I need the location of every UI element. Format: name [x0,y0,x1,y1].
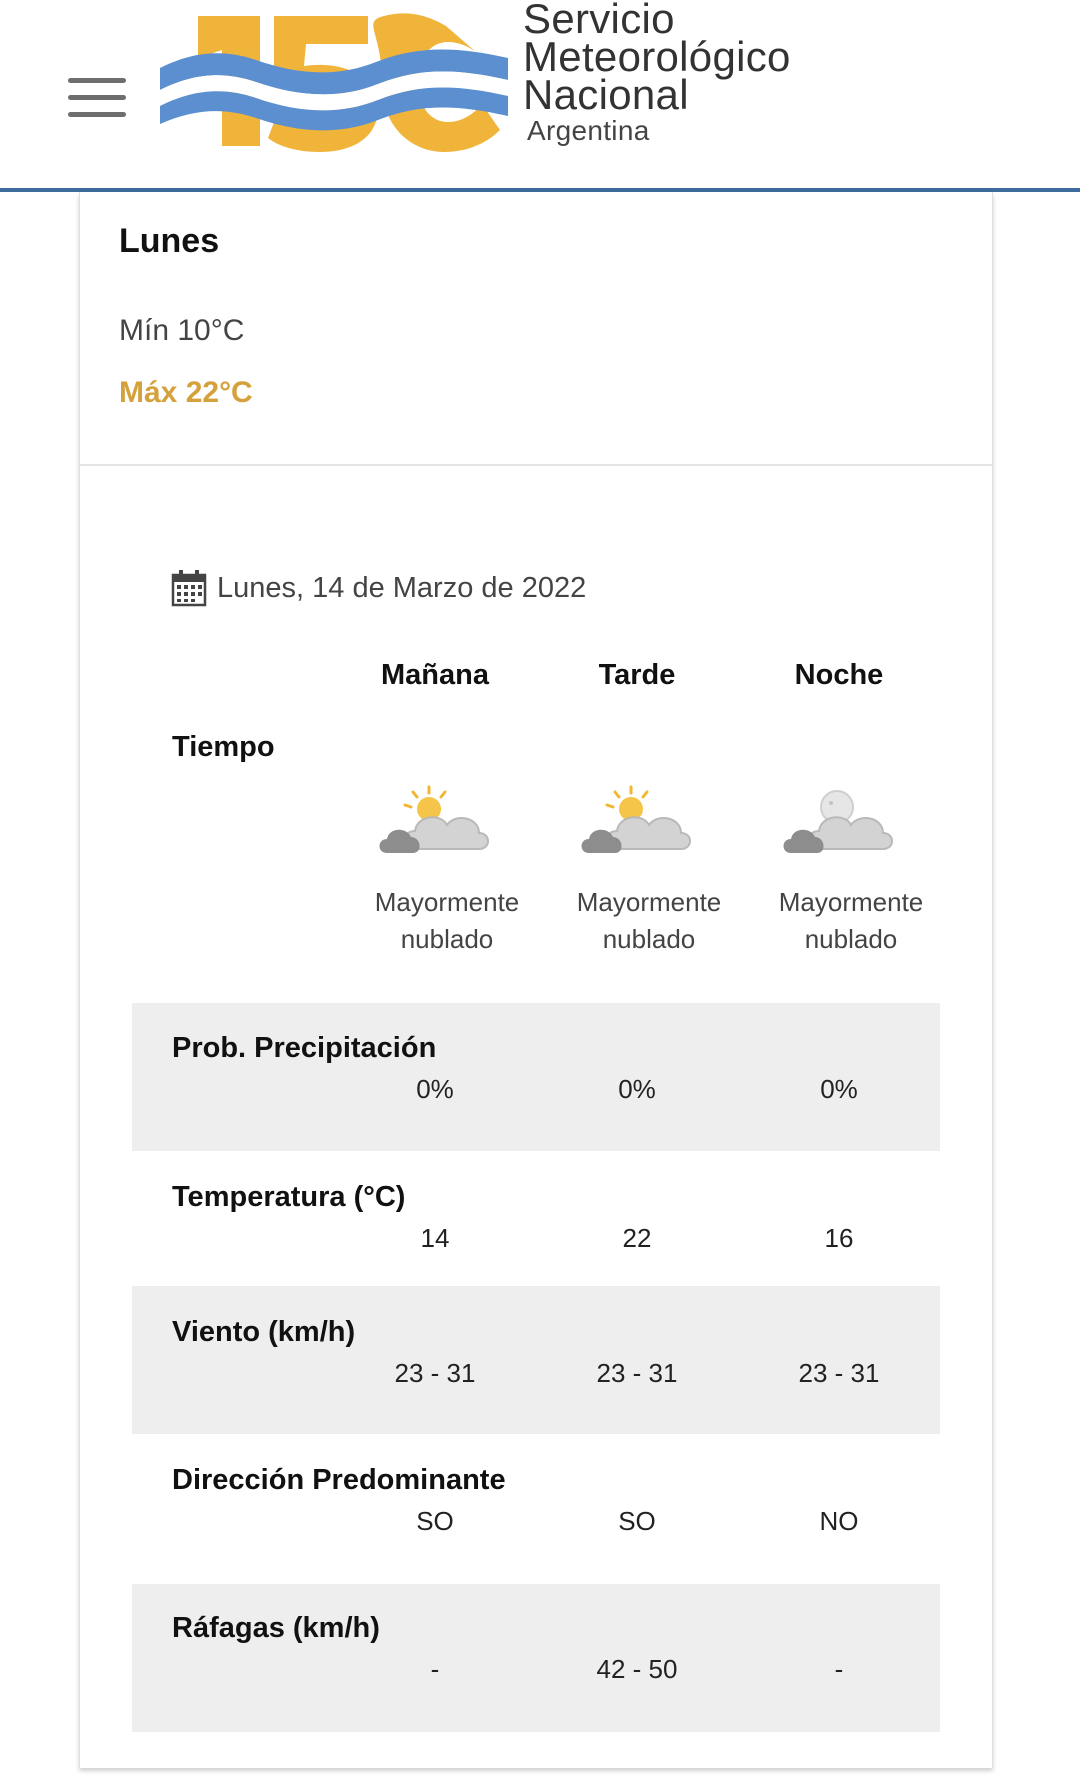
day-title: Lunes [119,222,220,260]
precipitation-manana: 0% [416,1074,454,1104]
condition-text: nublado [804,924,898,954]
wind-noche: 23 - 31 [798,1358,880,1388]
temperature-noche: 16 [824,1223,854,1253]
forecast-date [171,569,586,607]
gusts-noche: - [834,1654,844,1684]
smn-150-logo[interactable] [156,6,508,156]
precipitation-noche: 0% [820,1074,858,1104]
min-temperature: Mín 10°C [119,314,245,347]
logo-line-1: Servicio [523,0,675,42]
row-label-precipitation: Prob. Precipitación [172,1032,437,1064]
forecast-card [79,192,993,1768]
row-label-gusts: Ráfagas (km/h) [172,1612,380,1644]
condition-text: nublado [400,924,494,954]
direction-tarde: SO [618,1506,656,1536]
calendar-icon [171,569,207,607]
condition-noche [750,884,952,958]
row-label-temperature: Temperatura (°C) [172,1181,406,1213]
row-label-direction: Dirección Predominante [172,1464,506,1496]
column-tarde: Tarde [598,659,676,691]
partly-cloudy-sun-icon [577,785,697,865]
direction-manana: SO [416,1506,454,1536]
condition-text: Mayormente [374,887,520,917]
precipitation-tarde: 0% [618,1074,656,1104]
wind-tarde: 23 - 31 [596,1358,678,1388]
day-summary [80,192,992,466]
column-noche: Noche [794,659,884,691]
gusts-manana: - [430,1654,440,1684]
max-temperature: Máx 22°C [119,376,253,409]
logo-line-3: Nacional [523,71,689,118]
partly-cloudy-sun-icon [375,785,495,865]
condition-tarde [548,884,750,958]
hamburger-menu-icon[interactable] [68,78,126,118]
condition-text: nublado [602,924,696,954]
row-label-wind: Viento (km/h) [172,1316,356,1348]
logo-wordmark [523,0,791,148]
column-manana: Mañana [381,659,489,691]
date-text: Lunes, 14 de Marzo de 2022 [217,571,587,604]
condition-text: Mayormente [576,887,722,917]
partly-cloudy-moon-icon [779,785,899,865]
direction-noche: NO [819,1506,859,1536]
temperature-tarde: 22 [622,1223,652,1253]
logo-subtitle: Argentina [527,115,650,146]
logo-line-2: Meteorológico [523,33,791,80]
condition-text: Mayormente [778,887,924,917]
gusts-tarde: 42 - 50 [596,1654,678,1684]
site-header [0,0,1080,188]
row-label-tiempo: Tiempo [172,731,275,763]
temperature-manana: 14 [420,1223,450,1253]
condition-manana [346,884,548,958]
wind-manana: 23 - 31 [394,1358,476,1388]
